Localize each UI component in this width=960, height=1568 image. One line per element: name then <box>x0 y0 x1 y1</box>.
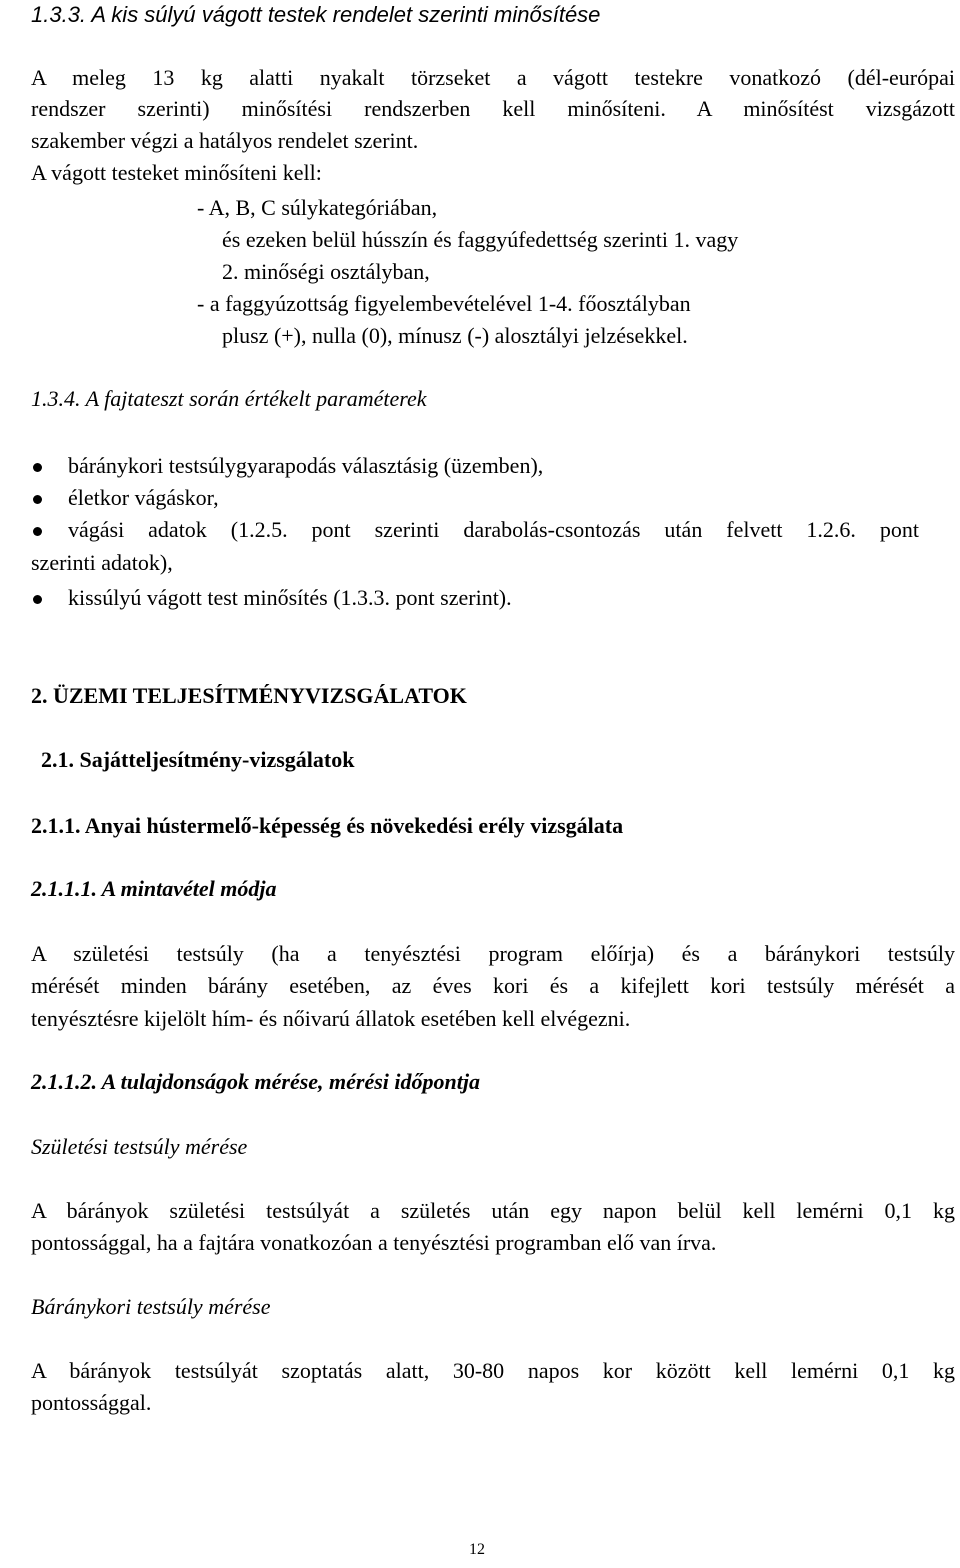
bullet-item: vágási adatok (1.2.5. pont szerinti darabolás-csontozás után felvett 1.2.6. pont <box>68 517 919 542</box>
measure-label: Báránykori testsúly mérése <box>31 1294 271 1319</box>
list-item: - A, B, C súlykategóriában, <box>197 195 438 220</box>
bullet-item: báránykori testsúlygyarapodás választásig (üzemben), <box>68 453 544 478</box>
measure-label: Születési testsúly mérése <box>31 1134 248 1159</box>
subsection-heading: 2.1.1. Anyai hústermelő-képesség és növekedési erély vizsgálata <box>31 813 624 838</box>
list-intro: A vágott testeket minősíteni kell: <box>31 160 322 185</box>
subsection-heading: 2.1.1.1. A mintavétel módja <box>31 876 277 901</box>
list-item: és ezeken belül hússzín és faggyúfedettség szerinti 1. vagy <box>222 227 739 252</box>
paragraph-line: mérését minden bárány esetében, az éves kori és a kifejlett kori testsúly mérését a <box>31 973 955 998</box>
bullet-icon <box>33 527 42 536</box>
bullet-item: életkor vágáskor, <box>68 485 219 510</box>
paragraph-line: szakember végzi a hatályos rendelet szerint. <box>31 128 419 153</box>
section-heading-1-3-3: 1.3.3. A kis súlyú vágott testek rendelet szerinti minősítése <box>31 2 601 27</box>
bullet-item: kissúlyú vágott test minősítés (1.3.3. pont szerint). <box>68 585 512 610</box>
subsection-heading: 2.1.1.2. A tulajdonságok mérése, mérési időpontja <box>31 1069 480 1094</box>
bullet-icon <box>33 595 42 604</box>
list-item: 2. minőségi osztályban, <box>222 259 430 284</box>
paragraph-line: pontossággal. <box>31 1390 152 1415</box>
paragraph-line: rendszer szerinti) minősítési rendszerben kell minősíteni. A minősítést vizsgázott <box>31 96 955 121</box>
paragraph-line: A meleg 13 kg alatti nyakalt törzseket a vágott testekre vonatkozó (dél-európai <box>31 65 955 90</box>
bullet-item-continuation: szerinti adatok), <box>31 550 173 575</box>
section-heading-1-3-4: 1.3.4. A fajtateszt során értékelt paraméterek <box>31 386 427 411</box>
chapter-heading: 2. ÜZEMI TELJESÍTMÉNYVIZSGÁLATOK <box>31 683 467 708</box>
page-number: 12 <box>469 1541 485 1558</box>
paragraph-line: A bárányok születési testsúlyát a születés után egy napon belül kell lemérni 0,1 kg <box>31 1198 955 1223</box>
list-item: plusz (+), nulla (0), mínusz (-) alosztályi jelzésekkel. <box>222 323 688 348</box>
paragraph-line: A születési testsúly (ha a tenyésztési program előírja) és a báránykori testsúly <box>31 941 955 966</box>
paragraph-line: tenyésztésre kijelölt hím- és nőivarú állatok esetében kell elvégezni. <box>31 1006 631 1031</box>
bullet-icon <box>33 463 42 472</box>
paragraph-line: pontossággal, ha a fajtára vonatkozóan a tenyésztési programban elő van írva. <box>31 1230 717 1255</box>
bullet-icon <box>33 495 42 504</box>
subsection-heading: 2.1. Sajátteljesítmény-vizsgálatok <box>41 747 355 772</box>
list-item: - a faggyúzottság figyelembevételével 1-4. főosztályban <box>197 291 691 316</box>
paragraph-line: A bárányok testsúlyát szoptatás alatt, 30-80 napos kor között kell lemérni 0,1 kg <box>31 1358 955 1383</box>
